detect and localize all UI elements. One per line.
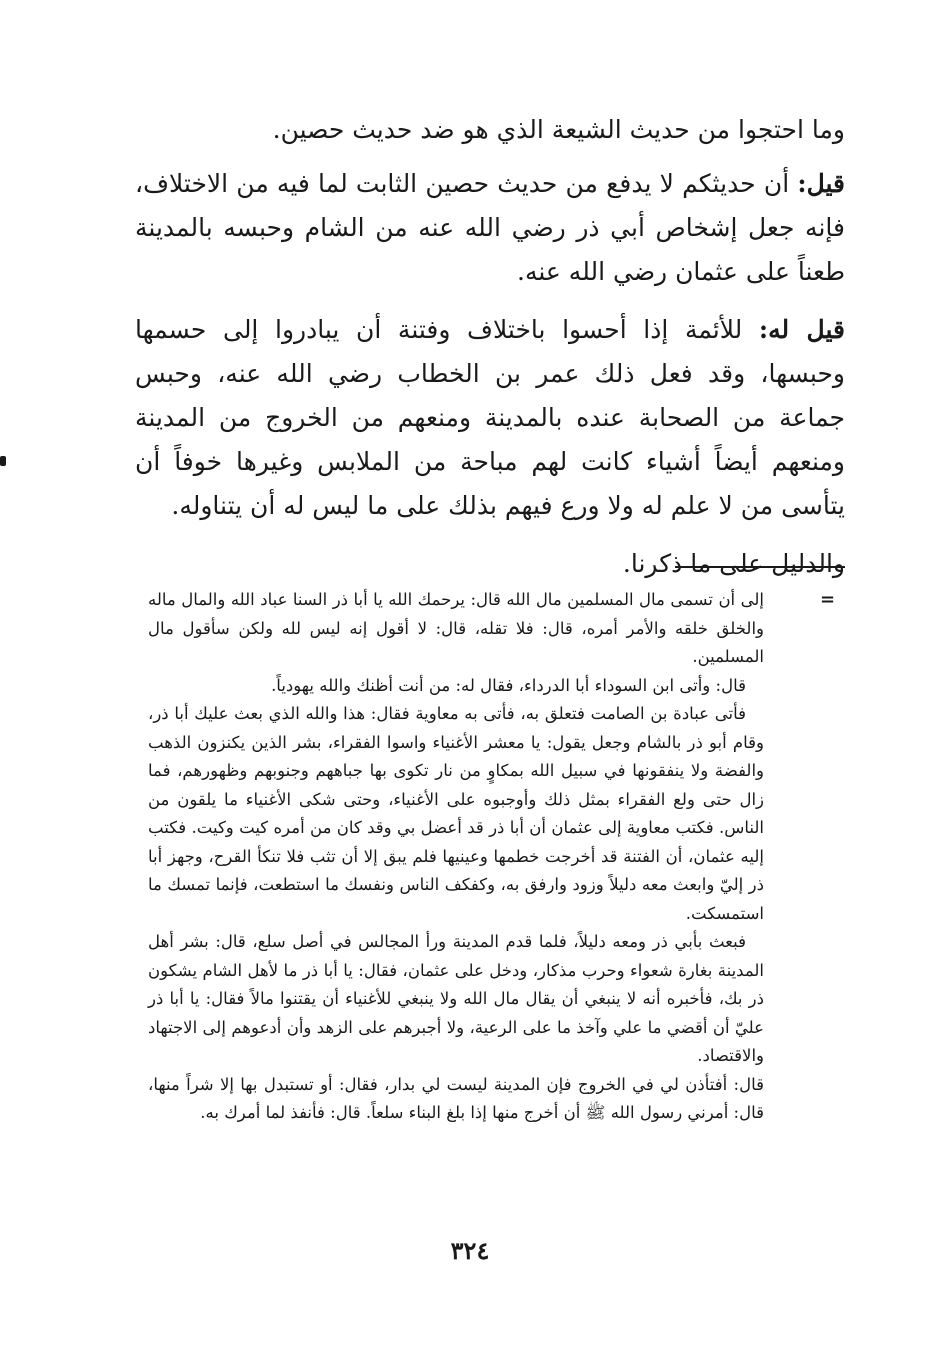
footnotes xyxy=(148,586,764,1128)
paragraph-lead: قيل: xyxy=(797,169,845,198)
footnote-divider xyxy=(675,566,845,568)
scan-edge-mark xyxy=(0,456,6,466)
footnote-paragraph-3: فأتى عبادة بن الصامت فتعلق به، فأتى به معاوية فقال: هذا والله الذي بعث عليك أبا ذر، وقام أبو ذر بالشام وجعل يقول: يا معشر الأغنياء واسوا الفقراء، بشر الذين يكنزون الذهب والفضة ولا ينفقونها في سبيل الله بمكاوٍ من نار تكوى بها جباههم وجنوبهم وظهورهم، فما زال حتى ولع الفقراء بمثل ذلك وأوجبوه على الأغنياء، وحتى شكى الأغنياء ما يلقون من الناس. فكتب معاوية إلى عثمان أن أبا ذر قد أعضل بي وقد كان من أمره كيت وكيت. فكتب إليه عثمان، أن الفتنة قد أخرجت خطمها وعينيها فلم يبق إلا أن تثب فلا تنكأ القرح، وجهز أبا ذر إليّ وابعث معه دليلاً وزود وارفق به، وكفكف الناس ونفسك ما استطعت، فإنما تمسك ما استمسكت. xyxy=(148,704,764,923)
main-paragraph-4: والدليل على ما ذكرنا. xyxy=(622,549,845,578)
main-paragraph-1: وما احتجوا من حديث الشيعة الذي هو ضد حديث حصين. xyxy=(272,115,845,144)
paragraph-lead: قيل له: xyxy=(758,315,845,344)
main-paragraph-3: قيل له: للأئمة إذا أحسوا باختلاف وفتنة أن يبادروا إلى حسمها وحبسها، وقد فعل ذلك عمر بن الخطاب رضي الله عنه، وحبس جماعة من الصحابة عنده بالمدينة ومنعهم من الخروج من المدينة ومنعهم أيضاً أشياء كانت لهم مباحة من الملابس وغيرها خوفاً أن يتأسى من لا علم له ولا ورع فيهم بذلك على ما ليس له أن يتناوله. xyxy=(135,315,845,520)
footnote-continuation-mark: = xyxy=(820,589,836,610)
footnote-paragraph-4: فبعث بأبي ذر ومعه دليلاً، فلما قدم المدينة ورأ المجالس في أصل سلع، قال: بشر أهل المدينة بغارة شعواء وحرب مذكار، ودخل على عثمان، فقال: يا أبا ذر ما لأهل الشام يشكون ذر بك، فأخبره أنه لا ينبغي أن يقال مال الله ولا ينبغي للأغنياء أن يقتنوا مالاً فقال: يا أبا ذر عليّ أن أقضي ما علي وآخذ ما على الرعية، ولا أجبرهم على الزهد وأن أدعوهم إلى الاجتهاد والاقتصاد. xyxy=(148,932,764,1065)
footnote-paragraph-5: قال: أفتأذن لي في الخروج فإن المدينة ليست لي بدار، فقال: أو تستبدل بها إلا شراً منها، قال: أمرني رسول الله ﷺ أن أخرج منها إذا بلغ البناء سلعاً. قال: فأنفذ لما أمرك به. xyxy=(148,1074,764,1122)
footnote-paragraph-1: إلى أن تسمى مال المسلمين مال الله قال: يرحمك الله يا أبا ذر السنا عباد الله والمال ماله والخلق خلقه والأمر أمره، قال: فلا تقله، قال: لا أقول إنه ليس لله ولكن سأقول مال المسلمين. xyxy=(148,590,764,666)
main-paragraph-2: قيل: أن حديثكم لا يدفع من حديث حصين الثابت لما فيه من الاختلاف، فإنه جعل إشخاص أبي ذر رضي الله عنه من الشام وحبسه بالمدينة طعناً على عثمان رضي الله عنه. xyxy=(135,169,845,286)
footnote-paragraph-2: قال: وأتى ابن السوداء أبا الدرداء، فقال له: من أنت أظنك والله يهودياً. xyxy=(271,675,746,695)
page-number: ٣٢٤ xyxy=(450,1236,490,1265)
main-text xyxy=(135,108,845,600)
